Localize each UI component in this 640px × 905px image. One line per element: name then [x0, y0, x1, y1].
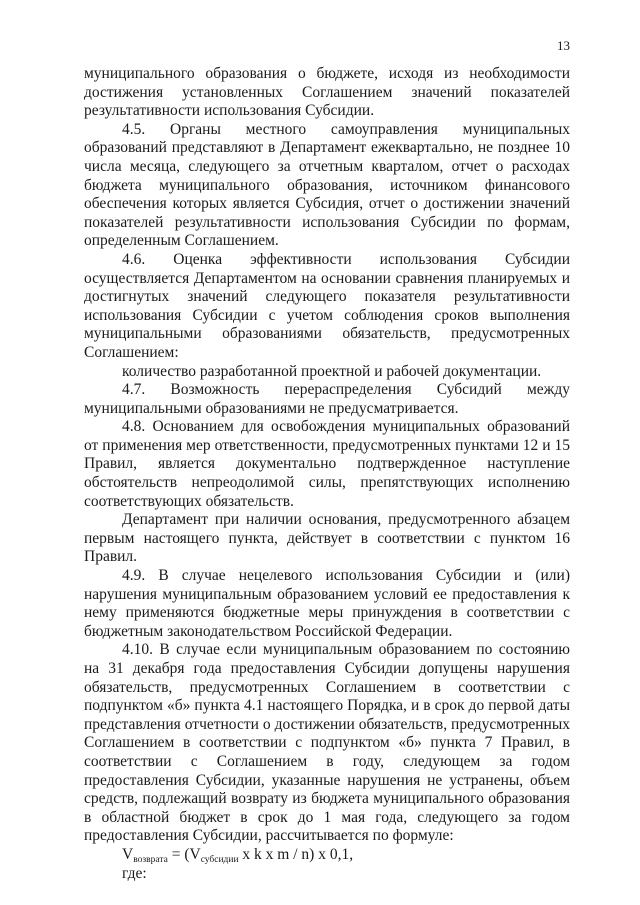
paragraph-4-9: 4.9. В случае нецелевого использования Субсидии и (или) нарушения муниципальным образованием условий ее предоставления к нему применяются бюджетные меры принуждения в соответствии с бюджетным законодательством Российской Федерации.: [84, 567, 570, 640]
paragraph-continuation: муниципального образования о бюджете, исходя из необходимости достижения установленных Соглашением значений показателей результативности использования Субсидии.: [84, 65, 570, 120]
paragraph-4-5: 4.5. Органы местного самоуправления муниципальных образований представляют в Департамент ежеквартально, не позднее 10 числа месяца, следующего за отчетным кварталом, отчет о расходах бюджета муниципального образования, источником финансового обеспечения которых является Субсидия, отчет о достижении значений показателей результативности использования Субсидии по формам, определенным Соглашением.: [84, 120, 570, 250]
document-body: [84, 65, 570, 883]
paragraph-4-6: 4.6. Оценка эффективности использования Субсидии осуществляется Департаментом на основании сравнения планируемых и достигнутых значений следующего показателя результативности использования Субсидии с учетом соблюдения сроков выполнения муниципальными образованиями обязательств, предусмотренных Соглашением:: [84, 250, 570, 361]
where-label: где:: [122, 864, 147, 882]
formula-sub-subsidy: субсидии: [200, 854, 239, 865]
formula-eq: = (V: [167, 845, 201, 863]
paragraph-4-7: 4.7. Возможность перераспределения Субсидий между муниципальными образованиями не предусматривается.: [84, 381, 570, 417]
page-number: 13: [557, 38, 570, 53]
formula-tail: x k x m / n) x 0,1,: [238, 845, 354, 863]
paragraph-4-8: 4.8. Основанием для освобождения муниципальных образований от применения мер ответственности, предусмотренных пунктами 12 и 15 Правил, является документально подтвержденное наступление обстоятельств непреодолимой силы, препятствующих исполнению соответствующих обязательств.: [84, 418, 570, 510]
formula: [84, 846, 570, 865]
paragraph-department: Департамент при наличии основания, предусмотренного абзацем первым настоящего пункта, действует в соответствии с пунктом 16 Правил.: [84, 511, 570, 566]
formula-v: V: [122, 845, 134, 863]
formula-sub-return: возврата: [133, 854, 168, 865]
paragraph-4-10: 4.10. В случае если муниципальным образованием по состоянию на 31 декабря года предоставления Субсидии допущены нарушения обязательств, предусмотренных Соглашением в соответствии с подпунктом «б» пункта 4.1 настоящего Порядка, и в срок до первой даты представления отчетности о достижении обязательств, предусмотренных Соглашением в соответствии с подпунктом «б» пункта 7 Правил, в соответствии с Соглашением в году, следующем за годом предоставления Субсидии, указанные нарушения не устранены, объем средств, подлежащий возврату из бюджета муниципального образования в областной бюджет в срок до 1 мая года, следующего за годом предоставления Субсидии, рассчитывается по формуле:: [84, 641, 570, 845]
paragraph-indicator: количество разработанной проектной и рабочей документации.: [122, 362, 542, 380]
